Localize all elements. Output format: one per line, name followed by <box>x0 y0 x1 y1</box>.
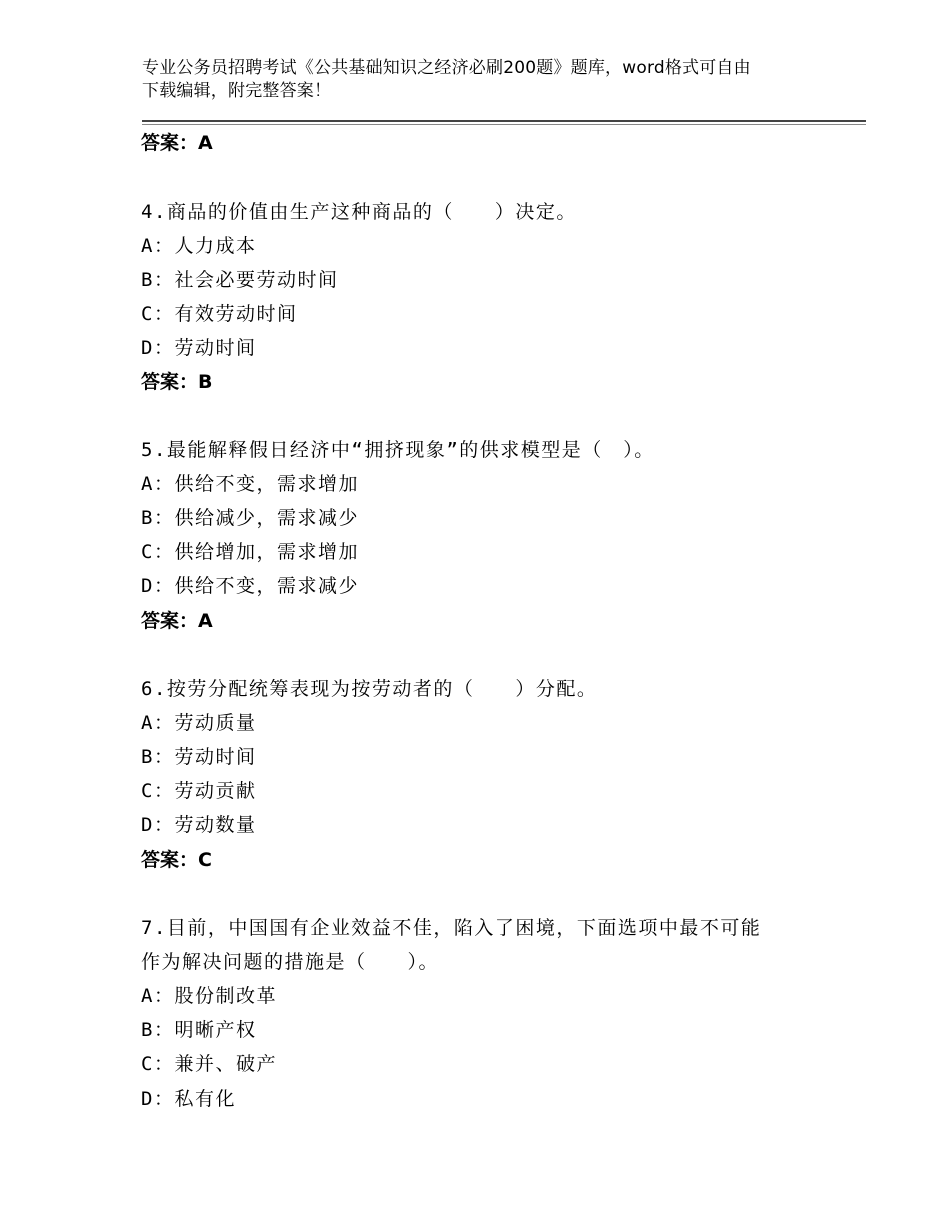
question-6-option-b: B：劳动时间 <box>141 746 257 768</box>
question-6-answer: 答案：C <box>141 849 212 871</box>
question-6-option-a: A：劳动质量 <box>141 712 257 734</box>
question-7-option-c: C：兼并、破产 <box>141 1053 277 1075</box>
question-5-option-a: A：供给不变，需求增加 <box>141 473 359 495</box>
header-line-1: 专业公务员招聘考试《公共基础知识之经济必刷200题》题库，word格式可自由 <box>142 58 751 78</box>
question-5-stem: 5.最能解释假日经济中“拥挤现象”的供求模型是（ ）。 <box>141 439 655 461</box>
question-4-answer: 答案：B <box>141 371 213 393</box>
header-rule-thin <box>142 124 866 125</box>
question-5-answer: 答案：A <box>141 610 213 632</box>
question-4-stem: 4.商品的价值由生产这种商品的（ ）决定。 <box>141 201 577 223</box>
question-5-option-b: B：供给减少，需求减少 <box>141 507 359 529</box>
question-6-option-d: D：劳动数量 <box>141 814 257 836</box>
question-4-option-b: B：社会必要劳动时间 <box>141 269 339 291</box>
question-6-option-c: C：劳动贡献 <box>141 780 257 802</box>
header-rule-thick <box>142 120 866 122</box>
question-7-option-a: A：股份制改革 <box>141 985 277 1007</box>
header-line-2: 下载编辑，附完整答案！ <box>142 81 332 101</box>
question-7-stem-line-1: 7.目前，中国国有企业效益不佳，陷入了困境，下面选项中最不可能 <box>141 917 762 939</box>
question-7-option-d: D：私有化 <box>141 1088 236 1110</box>
question-4-option-a: A：人力成本 <box>141 235 257 257</box>
question-4-option-d: D：劳动时间 <box>141 337 257 359</box>
question-5-option-d: D：供给不变，需求减少 <box>141 575 359 597</box>
question-7-stem-line-2: 作为解决问题的措施是（ ）。 <box>141 951 440 973</box>
question-5-option-c: C：供给增加，需求增加 <box>141 541 359 563</box>
page-header <box>142 57 842 103</box>
question-7-option-b: B：明晰产权 <box>141 1019 257 1041</box>
question-6-stem: 6.按劳分配统筹表现为按劳动者的（ ）分配。 <box>141 678 598 700</box>
answer-prev: 答案：A <box>141 132 213 154</box>
question-4-option-c: C：有效劳动时间 <box>141 303 298 325</box>
